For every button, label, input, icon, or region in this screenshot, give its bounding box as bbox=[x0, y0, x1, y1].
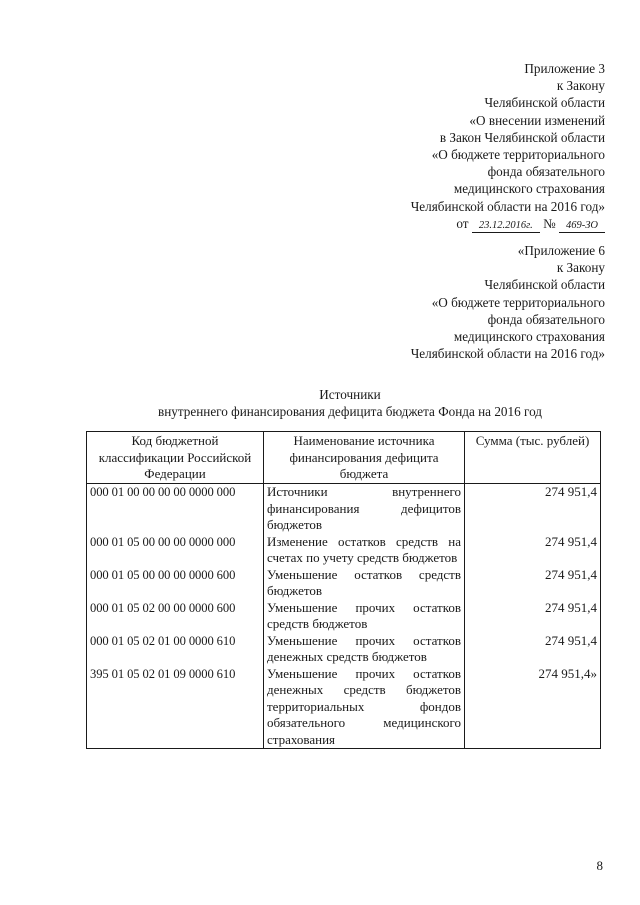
law-number-handwritten: 469-ЗО bbox=[559, 219, 605, 233]
annex-3-line: в Закон Челябинской области bbox=[439, 129, 605, 145]
row-amount: 274 951,4 bbox=[465, 534, 601, 567]
annex-3-line: «О бюджете территориального bbox=[431, 147, 605, 163]
row-code: 000 01 05 00 00 00 0000 600 bbox=[87, 567, 264, 600]
table-row bbox=[87, 600, 601, 633]
annex-6-line: к Закону bbox=[556, 260, 605, 276]
law-date-number-line bbox=[411, 215, 605, 233]
row-code: 000 01 05 02 01 00 0000 610 bbox=[87, 633, 264, 666]
annex-6-line: фонда обязательного bbox=[487, 311, 605, 327]
row-code: 000 01 05 02 00 00 0000 600 bbox=[87, 600, 264, 633]
row-code: 000 01 00 00 00 00 0000 000 bbox=[87, 484, 264, 534]
row-code: 000 01 05 00 00 00 0000 000 bbox=[87, 534, 264, 567]
annex-6-line: Челябинской области bbox=[484, 277, 605, 293]
deficit-financing-sources-table bbox=[86, 431, 601, 749]
row-code: 395 01 05 02 01 09 0000 610 bbox=[87, 666, 264, 749]
page-number: 8 bbox=[596, 858, 603, 873]
header-name: Наименование источника финансирования дефицита бюджета bbox=[264, 432, 465, 484]
annex-3-line: фонда обязательного bbox=[487, 164, 605, 180]
annex-6-line: «Приложение 6 bbox=[517, 243, 605, 258]
annex-3-line: медицинского страхования bbox=[453, 181, 605, 197]
date-prefix: от bbox=[456, 215, 469, 231]
table-header-row bbox=[87, 432, 601, 484]
row-name: Уменьшение прочих остатков денежных средств бюджетов территориальных фондов обязательного медицинского страхования bbox=[264, 666, 465, 749]
annex-6-header bbox=[411, 242, 605, 362]
header-amount: Сумма (тыс. рублей) bbox=[465, 432, 601, 484]
annex-6-line: Челябинской области на 2016 год» bbox=[410, 346, 605, 362]
annex-6-line: «О бюджете территориального bbox=[431, 294, 605, 310]
table-row bbox=[87, 666, 601, 749]
row-amount: 274 951,4 bbox=[465, 600, 601, 633]
title-line-1: Источники bbox=[319, 387, 381, 402]
law-date-handwritten: 23.12.2016г. bbox=[472, 219, 540, 233]
table-row bbox=[87, 534, 601, 567]
row-amount: 274 951,4 bbox=[465, 567, 601, 600]
table-row bbox=[87, 484, 601, 534]
row-amount: 274 951,4» bbox=[465, 666, 601, 749]
table-row bbox=[87, 567, 601, 600]
title-line-2: внутреннего финансирования дефицита бюджета Фонда на 2016 год bbox=[157, 404, 543, 419]
annex-3-line: Челябинской области bbox=[484, 95, 605, 111]
table-row bbox=[87, 633, 601, 666]
row-name: Изменение остатков средств на счетах по учету средств бюджетов bbox=[264, 534, 465, 567]
row-name: Уменьшение остатков средств бюджетов bbox=[264, 567, 465, 600]
row-name: Уменьшение прочих остатков средств бюджетов bbox=[264, 600, 465, 633]
annex-3-line: «О внесении изменений bbox=[469, 112, 605, 128]
row-name: Источники внутреннего финансирования дефицитов бюджетов bbox=[264, 484, 465, 534]
annex-3-line: Челябинской области на 2016 год» bbox=[410, 198, 605, 214]
annex-3-header bbox=[411, 60, 605, 233]
row-name: Уменьшение прочих остатков денежных средств бюджетов bbox=[264, 633, 465, 666]
row-amount: 274 951,4 bbox=[465, 484, 601, 534]
annex-6-line: медицинского страхования bbox=[453, 329, 605, 345]
annex-3-line: к Закону bbox=[556, 78, 605, 94]
row-amount: 274 951,4 bbox=[465, 633, 601, 666]
number-sign: № bbox=[543, 215, 556, 231]
header-code: Код бюджетной классификации Российской Федерации bbox=[87, 432, 264, 484]
annex-3-line: Приложение 3 bbox=[524, 61, 605, 76]
document-title bbox=[0, 386, 640, 420]
